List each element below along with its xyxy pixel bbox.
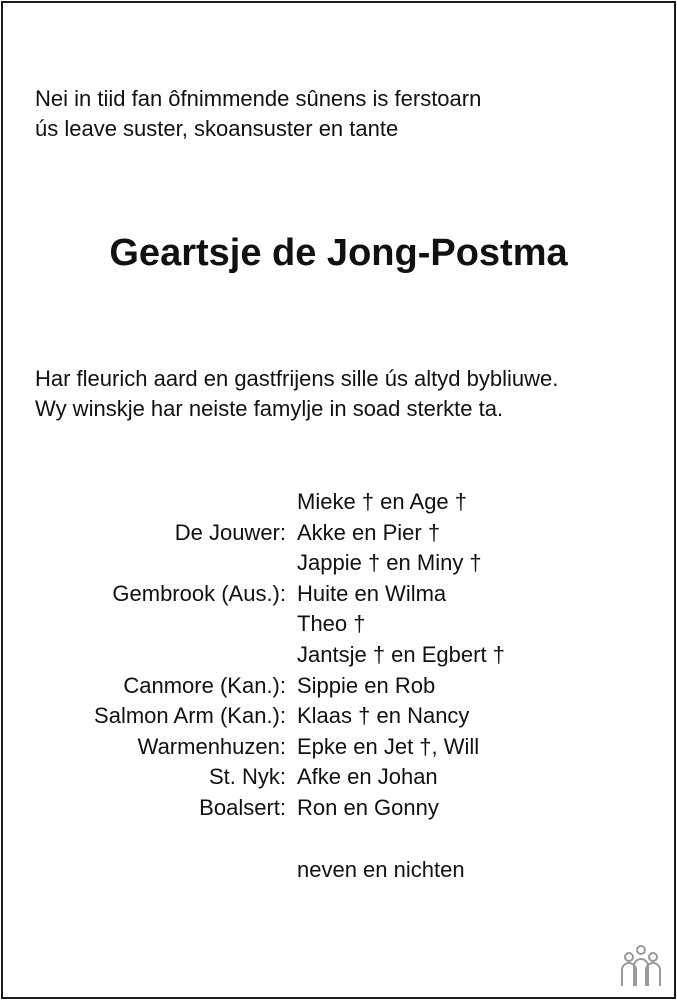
- deceased-name: Geartsje de Jong-Postma: [109, 232, 568, 274]
- family-place: Gembrook (Aus.):: [112, 580, 286, 606]
- intro-line-1: Nei in tiid fan ôfnimmende sûnens is ferstoarn: [35, 86, 482, 111]
- family-names: Ron en Gonny: [297, 794, 439, 820]
- family-place: Canmore (Kan.):: [123, 672, 286, 698]
- family-row: [0, 579, 677, 610]
- family-list: [0, 487, 677, 824]
- intro-line-2: ús leave suster, skoansuster en tante: [35, 116, 399, 141]
- family-names: Akke en Pier †: [297, 519, 441, 545]
- family-row: [0, 640, 677, 671]
- family-place: Boalsert:: [199, 794, 286, 820]
- family-place: Salmon Arm (Kan.):: [94, 703, 286, 729]
- family-row: [0, 548, 677, 579]
- family-names: Klaas † en Nancy: [297, 703, 470, 729]
- family-names: Jantsje † en Egbert †: [297, 641, 505, 667]
- family-names: Mieke † en Age †: [297, 489, 468, 514]
- family-row: [0, 609, 677, 640]
- family-names: Huite en Wilma: [297, 580, 447, 606]
- family-row: [0, 762, 677, 793]
- family-names: Theo †: [297, 611, 366, 637]
- family-row: [0, 793, 677, 824]
- family-place: De Jouwer:: [174, 519, 286, 545]
- intro-text: [35, 84, 481, 144]
- family-place: Warmenhuzen:: [137, 733, 286, 759]
- family-row: [0, 732, 677, 763]
- family-names: Jappie † en Miny †: [297, 550, 482, 576]
- family-names: Sippie en Rob: [297, 672, 436, 698]
- family-row: [0, 671, 677, 702]
- memory-line-2: Wy winskje har neiste famylje in soad sterkte ta.: [35, 396, 504, 421]
- closing-text: neven en nichten: [297, 857, 465, 882]
- family-names: Afke en Johan: [297, 764, 438, 790]
- people-group-logo-icon: [617, 944, 665, 988]
- memory-text: [35, 364, 558, 424]
- family-row: [0, 487, 677, 518]
- family-names: Epke en Jet †, Will: [297, 733, 480, 759]
- family-row: [0, 518, 677, 549]
- memory-line-1: Har fleurich aard en gastfrijens sille ús altyd bybliuwe.: [35, 366, 559, 391]
- family-place: St. Nyk:: [208, 764, 286, 790]
- family-row: [0, 701, 677, 732]
